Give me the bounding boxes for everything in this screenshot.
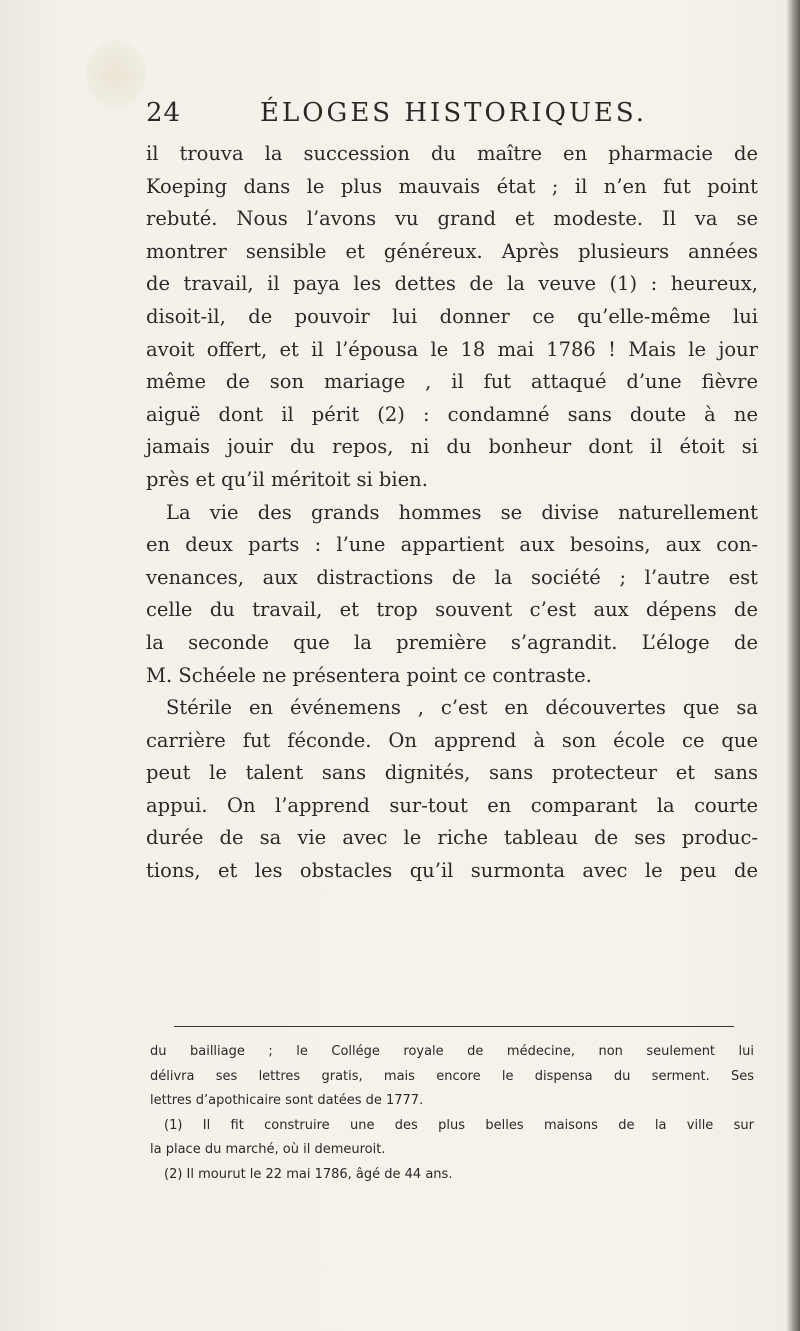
- page-number: 24: [146, 98, 182, 128]
- page-header: [146, 98, 746, 138]
- footnote-divider: [174, 1026, 734, 1027]
- text-line: peut le talent sans dignités, sans protecteur et sans: [146, 761, 758, 785]
- main-text: [146, 138, 758, 888]
- footnotes: [150, 1040, 754, 1188]
- footnote-line: (2) Il mourut le 22 mai 1786, âgé de 44 ans.: [164, 1166, 453, 1182]
- page-edge-shadow: [786, 0, 800, 1331]
- footnote-line: délivra ses lettres gratis, mais encore le dispensa du serment. Ses: [150, 1068, 754, 1084]
- text-line: durée de sa vie avec le riche tableau de ses produc-: [146, 826, 758, 850]
- text-line: carrière fut féconde. On apprend à son école ce que: [146, 728, 758, 752]
- text-line: La vie des grands hommes se divise naturellement: [166, 500, 758, 524]
- text-line: près et qu’il méritoit si bien.: [146, 467, 428, 491]
- text-line: montrer sensible et généreux. Après plusieurs années: [146, 239, 758, 263]
- footnote-line: lettres d’apothicaire sont datées de 1777.: [150, 1093, 424, 1109]
- running-title: ÉLOGES HISTORIQUES.: [260, 98, 648, 128]
- footnote-line: la place du marché, où il demeuroit.: [150, 1142, 386, 1158]
- footnote-line: du bailliage ; le Collége royale de médecine, non seulement lui: [150, 1044, 754, 1059]
- text-line: il trouva la succession du maître en pharmacie de: [146, 142, 758, 165]
- footnote-line: (1) Il fit construire une des plus belles maisons de la ville sur: [164, 1117, 754, 1133]
- text-line: de travail, il paya les dettes de la veuve (1) : heureux,: [146, 272, 758, 296]
- text-line: la seconde que la première s’agrandit. L’éloge de: [146, 630, 758, 654]
- text-line: même de son mariage , il fut attaqué d’une fièvre: [146, 370, 758, 394]
- text-line: tions, et les obstacles qu’il surmonta avec le peu de: [146, 859, 758, 883]
- paper-stain: [86, 40, 146, 110]
- text-line: disoit-il, de pouvoir lui donner ce qu’elle-même lui: [146, 304, 758, 328]
- text-line: appui. On l’apprend sur-tout en comparant la courte: [146, 793, 758, 817]
- text-line: rebuté. Nous l’avons vu grand et modeste. Il va se: [146, 207, 758, 231]
- text-line: jamais jouir du repos, ni du bonheur dont il étoit si: [146, 435, 758, 459]
- text-line: Stérile en événemens , c’est en découvertes que sa: [166, 696, 758, 720]
- text-line: M. Schéele ne présentera point ce contraste.: [146, 663, 592, 687]
- text-line: aiguë dont il périt (2) : condamné sans doute à ne: [146, 402, 758, 426]
- text-line: Koeping dans le plus mauvais état ; il n’en fut point: [146, 174, 758, 198]
- text-line: celle du travail, et trop souvent c’est aux dépens de: [146, 598, 758, 622]
- text-line: en deux parts : l’une appartient aux besoins, aux con-: [146, 533, 758, 557]
- text-line: avoit offert, et il l’épousa le 18 mai 1786 ! Mais le jour: [146, 337, 758, 361]
- text-line: venances, aux distractions de la société ; l’autre est: [146, 565, 758, 589]
